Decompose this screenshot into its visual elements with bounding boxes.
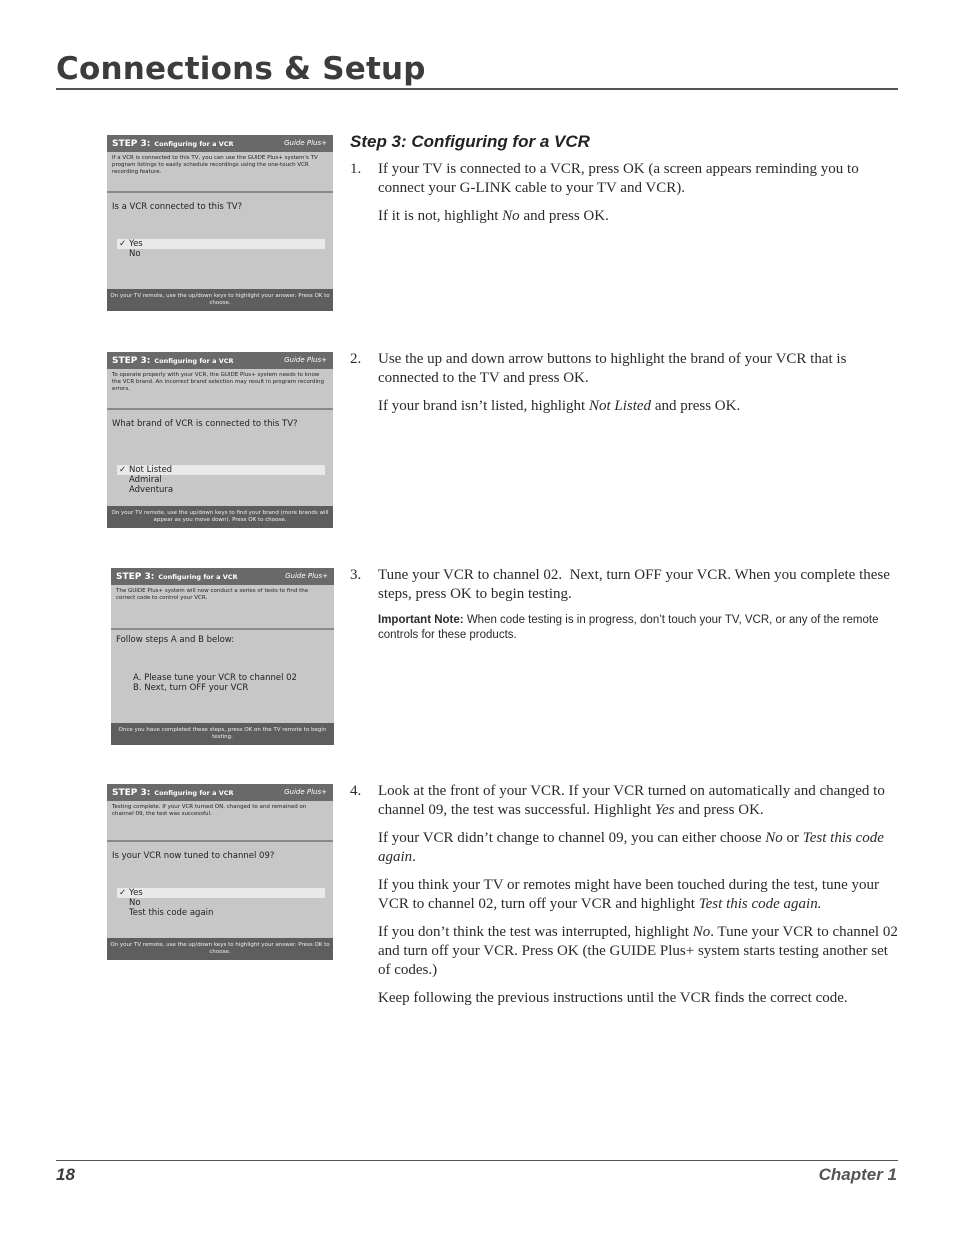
screen-option — [117, 888, 325, 898]
step-paragraph: If your TV is connected to a VCR, press OK (a screen appears reminding you to connect your G-LINK cable to your TV and VCR). — [378, 161, 859, 196]
section-heading: Step 3: Configuring for a VCR — [350, 132, 590, 151]
screen-follow-steps — [111, 568, 334, 745]
step-paragraph: If your brand isn’t listed, highlight Not Listed and press OK. — [378, 398, 741, 414]
screen-footer: Once you have completed these steps, press OK on the TV remote to begin testing. — [111, 723, 334, 745]
screen-options — [121, 673, 326, 693]
check-icon: ✓ — [119, 239, 127, 249]
step-paragraph: If you don’t think the test was interrupted, highlight No. Tune your VCR to channel 02 and turn off your VCR. Press OK (the GUIDE Plus+ system starts testing another set of codes.) — [378, 924, 898, 978]
screen-header — [111, 568, 334, 585]
screen-step-label: STEP 3: — [112, 788, 151, 798]
step-paragraph: Look at the front of your VCR. If your VCR turned on automatically and changed to channel 09, the test was successful. Highlight Yes and press OK. — [378, 783, 885, 818]
screen-option-label: Yes — [129, 888, 143, 898]
screen-question: Is your VCR now tuned to channel 09? — [112, 851, 275, 861]
step-paragraph: If your VCR didn’t change to channel 09, you can either choose No or Test this code again. — [378, 830, 884, 865]
guide-plus-logo: Guide Plus+ — [284, 139, 327, 147]
footer-rule — [56, 1160, 898, 1161]
page-number: 18 — [56, 1165, 75, 1184]
screen-subtitle: Configuring for a VCR — [154, 357, 234, 365]
step-paragraph: If you think your TV or remotes might have been touched during the test, tune your VCR to channel 02, turn off your VCR and highlight Test this code again. — [378, 877, 880, 912]
screen-option-label: A. Please tune your VCR to channel 02 — [133, 673, 297, 683]
step-number: 2. — [350, 351, 362, 367]
important-note-text: When code testing is in progress, don’t touch your TV, VCR, or any of the remote controls for these products. — [378, 614, 879, 641]
important-note — [378, 613, 898, 643]
step-paragraph: Use the up and down arrow buttons to highlight the brand of your VCR that is connected to the TV and press OK. — [378, 351, 847, 386]
guide-plus-logo: Guide Plus+ — [284, 356, 327, 364]
screen-options — [117, 239, 325, 259]
check-icon: ✓ — [119, 465, 127, 475]
step-1 — [350, 160, 898, 235]
screen-option-label: Test this code again — [129, 908, 214, 918]
screen-intro: Testing complete. If your VCR turned ON, changed to and remained on channel 09, the test was successful. — [112, 804, 307, 817]
guide-plus-logo: Guide Plus+ — [285, 572, 328, 580]
screen-option — [117, 249, 325, 259]
screen-footer: On your TV remote, use the up/down keys to find your brand (more brands will appear as you move down). Press OK to choose. — [107, 506, 333, 528]
screen-option — [117, 475, 325, 485]
screen-intro: The GUIDE Plus+ system will now conduct a series of tests to find the correct code to control your VCR. — [116, 588, 309, 601]
screen-divider — [107, 840, 333, 842]
screen-option-label: Not Listed — [129, 465, 173, 475]
screen-option-label: Yes — [129, 239, 143, 249]
screen-divider — [107, 191, 333, 193]
screen-option — [117, 898, 325, 908]
step-number: 1. — [350, 161, 362, 177]
step-paragraph: If it is not, highlight No and press OK. — [378, 208, 609, 224]
screen-footer: On your TV remote, use the up/down keys to highlight your answer. Press OK to choose. — [107, 938, 333, 960]
screen-question: Is a VCR connected to this TV? — [112, 202, 243, 212]
step-number: 3. — [350, 567, 362, 583]
screen-intro: If a VCR is connected to this TV, you can use the GUIDE Plus+ system's TV program listings to easily schedule recordings using the one-touch VCR recording feature. — [112, 155, 318, 175]
screen-option — [117, 239, 325, 249]
screen-divider — [111, 628, 334, 630]
screen-question: What brand of VCR is connected to this TV? — [112, 419, 298, 429]
step-body — [378, 160, 898, 226]
screen-header — [107, 135, 333, 152]
screen-options — [117, 465, 325, 495]
screen-option-label: No — [129, 898, 141, 908]
important-note-label: Important Note: — [378, 614, 464, 626]
screen-option-label: No — [129, 249, 141, 259]
screen-header — [107, 784, 333, 801]
screen-vcr-brand — [107, 352, 333, 528]
screen-option — [121, 673, 326, 683]
screen-step-label: STEP 3: — [112, 356, 151, 366]
step-body — [378, 782, 898, 1008]
screen-option — [117, 465, 325, 475]
screen-option — [117, 485, 325, 495]
step-paragraph: Keep following the previous instructions until the VCR finds the correct code. — [378, 990, 848, 1006]
screen-option-label: B. Next, turn OFF your VCR — [133, 683, 249, 693]
screen-option-label: Adventura — [129, 485, 174, 495]
step-2 — [350, 350, 898, 425]
screen-header — [107, 352, 333, 369]
step-body — [378, 350, 898, 416]
screen-question: Follow steps A and B below: — [116, 635, 235, 645]
screen-vcr-tuned — [107, 784, 333, 960]
step-paragraph: Tune your VCR to channel 02. Next, turn OFF your VCR. When you complete these steps, press OK to begin testing. — [378, 567, 890, 602]
screen-step-label: STEP 3: — [112, 139, 151, 149]
screen-subtitle: Configuring for a VCR — [158, 573, 238, 581]
screen-divider — [107, 408, 333, 410]
screen-option-label: Admiral — [129, 475, 162, 485]
check-icon: ✓ — [119, 888, 127, 898]
step-number: 4. — [350, 783, 362, 799]
guide-plus-logo: Guide Plus+ — [284, 788, 327, 796]
step-3 — [350, 566, 898, 643]
step-body — [378, 566, 898, 643]
screen-option — [121, 683, 326, 693]
screen-intro: To operate properly with your VCR, the GUIDE Plus+ system needs to know the VCR brand. An incorrect brand selection may result in program recording errors. — [112, 372, 324, 392]
screen-options — [117, 888, 325, 918]
screen-subtitle: Configuring for a VCR — [154, 140, 234, 148]
header-rule — [56, 88, 898, 90]
screen-vcr-connected — [107, 135, 333, 311]
screen-option — [117, 908, 325, 918]
screen-subtitle: Configuring for a VCR — [154, 789, 234, 797]
step-4 — [350, 782, 898, 1017]
page-title: Connections & Setup — [56, 51, 426, 87]
screen-footer: On your TV remote, use the up/down keys to highlight your answer. Press OK to choose. — [107, 289, 333, 311]
screen-step-label: STEP 3: — [116, 572, 155, 582]
chapter-label: Chapter 1 — [818, 1165, 897, 1184]
